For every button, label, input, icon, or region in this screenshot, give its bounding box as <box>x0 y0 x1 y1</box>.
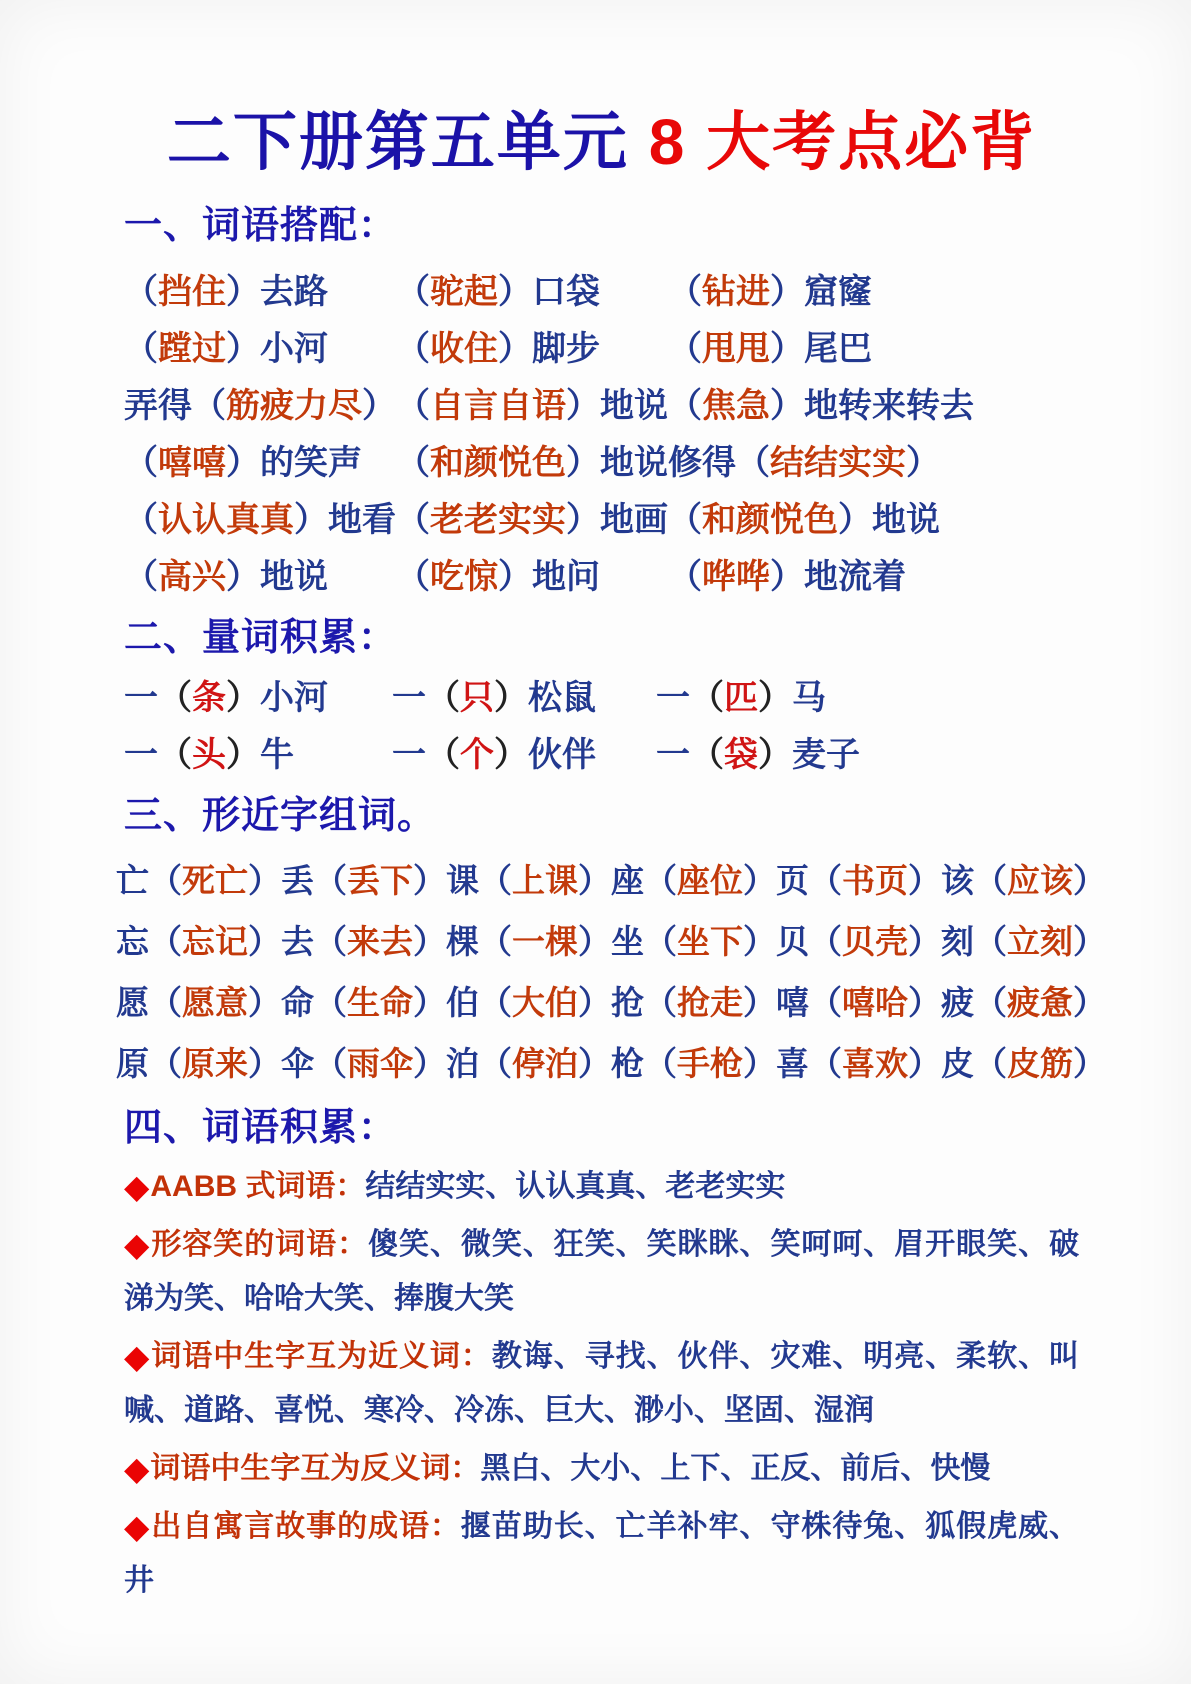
open-paren: （ <box>158 736 192 774</box>
similar-character-item <box>941 1038 1106 1085</box>
formed-word: 雨伞 <box>347 1045 413 1082</box>
close-paren: ） <box>578 1045 611 1082</box>
diamond-icon: ◆ <box>124 1450 150 1487</box>
section2-heading: 二、量词积累： <box>124 617 398 659</box>
open-paren: （ <box>124 330 158 368</box>
base-character: 棵 <box>446 923 479 960</box>
open-paren: （ <box>158 679 192 717</box>
similar-character-item <box>776 855 941 902</box>
similar-character-item <box>116 916 281 963</box>
close-paren: ） <box>908 1045 941 1082</box>
number-one: 一 <box>124 736 158 774</box>
similar-character-item <box>776 1038 941 1085</box>
measure-word-item <box>124 727 392 776</box>
close-paren: ） <box>770 273 804 311</box>
open-paren: （ <box>426 736 460 774</box>
close-paren: ） <box>578 984 611 1021</box>
close-paren: ） <box>566 501 600 539</box>
close-paren: ） <box>758 736 792 774</box>
close-paren: ） <box>226 679 260 717</box>
open-paren: （ <box>809 984 842 1021</box>
suffix-text: 地说 <box>872 501 940 539</box>
similar-character-item <box>611 855 776 902</box>
measure-word-item <box>392 670 656 719</box>
bullet-content: 教诲、寻找、伙伴、灾难、明亮、柔软、叫喊、道路、喜悦、寒冷、冷冻、巨大、渺小、坚固、湿润 <box>124 1340 1080 1427</box>
collocation-item <box>668 264 1079 313</box>
open-paren: （ <box>736 444 770 482</box>
collocation-item <box>124 492 396 541</box>
collocation-item <box>668 321 1079 370</box>
diamond-icon: ◆ <box>124 1168 150 1205</box>
open-paren: （ <box>668 501 702 539</box>
measure-word: 个 <box>460 736 494 774</box>
close-paren: ） <box>248 923 281 960</box>
collocation-item <box>124 264 396 313</box>
measure-word: 头 <box>192 736 226 774</box>
suffix-text: 地问 <box>532 558 600 596</box>
formed-word: 手枪 <box>677 1045 743 1082</box>
number-one: 一 <box>392 736 426 774</box>
open-paren: （ <box>314 1045 347 1082</box>
close-paren: ） <box>743 923 776 960</box>
open-paren: （ <box>479 923 512 960</box>
similar-character-row <box>116 909 1106 970</box>
similar-character-item <box>446 916 611 963</box>
suffix-text: 脚步 <box>532 330 600 368</box>
number-one: 一 <box>124 679 158 717</box>
formed-word: 嘻哈 <box>842 984 908 1021</box>
close-paren: ） <box>226 273 260 311</box>
similar-character-item <box>941 977 1106 1024</box>
suffix-text: 地看 <box>328 501 396 539</box>
open-paren: （ <box>426 679 460 717</box>
measure-word: 匹 <box>724 679 758 717</box>
collocation-item <box>396 492 668 541</box>
close-paren: ） <box>770 558 804 596</box>
prefix-text: 修得 <box>668 444 736 482</box>
bullet-item-aabb <box>124 1160 1079 1214</box>
collocation-row <box>124 488 1079 545</box>
pairing-word: 老老实实 <box>430 501 566 539</box>
noun-text: 马 <box>792 679 826 717</box>
pairing-word: 吃惊 <box>430 558 498 596</box>
base-character: 去 <box>281 923 314 960</box>
bullet-colon: ： <box>450 1452 481 1485</box>
base-character: 页 <box>776 862 809 899</box>
collocation-item <box>396 549 668 598</box>
base-character: 课 <box>446 862 479 899</box>
formed-word: 喜欢 <box>842 1045 908 1082</box>
similar-character-item <box>611 1038 776 1085</box>
close-paren: ） <box>226 558 260 596</box>
close-paren: ） <box>362 387 396 425</box>
open-paren: （ <box>479 862 512 899</box>
similar-character-row <box>116 848 1106 909</box>
collocation-row <box>124 317 1079 374</box>
measure-word-row <box>124 723 1079 780</box>
close-paren: ） <box>413 1045 446 1082</box>
formed-word: 坐下 <box>677 923 743 960</box>
collocation-item <box>124 378 396 427</box>
bullet-item-antonyms <box>124 1442 1079 1496</box>
similar-character-item <box>116 1038 281 1085</box>
close-paren: ） <box>413 862 446 899</box>
noun-text: 牛 <box>260 736 294 774</box>
similar-character-item <box>446 855 611 902</box>
close-paren: ） <box>226 736 260 774</box>
open-paren: （ <box>149 862 182 899</box>
suffix-text: 口袋 <box>532 273 600 311</box>
close-paren: ） <box>498 273 532 311</box>
open-paren: （ <box>668 330 702 368</box>
title-red-text: 8 大考点必背 <box>628 106 1037 178</box>
suffix-text: 地说 <box>600 444 668 482</box>
collocation-rows <box>124 260 1079 602</box>
base-character: 泊 <box>446 1045 479 1082</box>
similar-character-item <box>116 977 281 1024</box>
bullet-item-laugh-words <box>124 1218 1079 1326</box>
open-paren: （ <box>124 273 158 311</box>
suffix-text: 的笑声 <box>260 444 362 482</box>
pairing-word: 钻进 <box>702 273 770 311</box>
open-paren: （ <box>668 387 702 425</box>
base-character: 枪 <box>611 1045 644 1082</box>
bullet-colon: ： <box>335 1170 366 1203</box>
close-paren: ） <box>248 1045 281 1082</box>
base-character: 嘻 <box>776 984 809 1021</box>
open-paren: （ <box>974 862 1007 899</box>
similar-character-item <box>611 977 776 1024</box>
measure-word-row <box>124 666 1079 723</box>
close-paren: ） <box>494 736 528 774</box>
similar-character-item <box>776 916 941 963</box>
collocation-item <box>668 435 1079 484</box>
open-paren: （ <box>690 679 724 717</box>
base-character: 亡 <box>116 862 149 899</box>
noun-text: 小河 <box>260 679 328 717</box>
close-paren: ） <box>1073 1045 1106 1082</box>
open-paren: （ <box>690 736 724 774</box>
close-paren: ） <box>1073 862 1106 899</box>
open-paren: （ <box>668 273 702 311</box>
close-paren: ） <box>838 501 872 539</box>
bullet-colon: ： <box>429 1510 461 1543</box>
open-paren: （ <box>644 862 677 899</box>
open-paren: （ <box>396 273 430 311</box>
similar-character-item <box>611 916 776 963</box>
collocation-item <box>396 321 668 370</box>
base-character: 忘 <box>116 923 149 960</box>
formed-word: 抢走 <box>677 984 743 1021</box>
section1-heading: 一、词语搭配： <box>124 205 398 247</box>
page-title <box>124 0 1079 186</box>
base-character: 疲 <box>941 984 974 1021</box>
base-character: 原 <box>116 1045 149 1082</box>
measure-word-item <box>392 727 656 776</box>
open-paren: （ <box>974 984 1007 1021</box>
open-paren: （ <box>124 501 158 539</box>
pairing-word: 高兴 <box>158 558 226 596</box>
formed-word: 大伯 <box>512 984 578 1021</box>
word-accumulation-list <box>124 1160 1079 1608</box>
similar-character-item <box>941 916 1106 963</box>
open-paren: （ <box>644 923 677 960</box>
open-paren: （ <box>149 923 182 960</box>
collocation-item <box>396 264 668 313</box>
base-character: 丢 <box>281 862 314 899</box>
close-paren: ） <box>770 387 804 425</box>
formed-word: 原来 <box>182 1045 248 1082</box>
pairing-word: 挡住 <box>158 273 226 311</box>
collocation-row <box>124 260 1079 317</box>
base-character: 该 <box>941 862 974 899</box>
similar-character-item <box>281 1038 446 1085</box>
noun-text: 伙伴 <box>528 736 596 774</box>
similar-character-item <box>281 916 446 963</box>
close-paren: ） <box>494 679 528 717</box>
similar-character-rows <box>116 848 1106 1092</box>
pairing-word: 甩甩 <box>702 330 770 368</box>
pairing-word: 收住 <box>430 330 498 368</box>
pairing-word: 和颜悦色 <box>430 444 566 482</box>
similar-character-item <box>941 855 1106 902</box>
base-character: 刻 <box>941 923 974 960</box>
noun-text: 松鼠 <box>528 679 596 717</box>
collocation-item <box>668 492 1079 541</box>
collocation-item <box>124 435 396 484</box>
bullet-content: 傻笑、微笑、狂笑、笑眯眯、笑呵呵、眉开眼笑、破涕为笑、哈哈大笑、捧腹大笑 <box>124 1228 1080 1315</box>
formed-word: 生命 <box>347 984 413 1021</box>
pairing-word: 筋疲力尽 <box>226 387 362 425</box>
section4-heading: 四、词语积累： <box>124 1107 398 1149</box>
collocation-item <box>396 378 668 427</box>
measure-word-item <box>656 727 1079 776</box>
suffix-text: 地说 <box>600 387 668 425</box>
section3-heading: 三、形近字组词。 <box>124 795 437 837</box>
base-character: 命 <box>281 984 314 1021</box>
open-paren: （ <box>314 862 347 899</box>
collocation-item <box>668 378 1079 427</box>
diamond-icon: ◆ <box>124 1338 151 1375</box>
collocation-row <box>124 431 1079 488</box>
similar-character-item <box>776 977 941 1024</box>
formed-word: 忘记 <box>182 923 248 960</box>
close-paren: ） <box>248 862 281 899</box>
similar-character-item <box>446 1038 611 1085</box>
close-paren: ） <box>578 923 611 960</box>
close-paren: ） <box>743 984 776 1021</box>
base-character: 喜 <box>776 1045 809 1082</box>
open-paren: （ <box>124 558 158 596</box>
formed-word: 应该 <box>1007 862 1073 899</box>
formed-word: 皮筋 <box>1007 1045 1073 1082</box>
close-paren: ） <box>906 444 940 482</box>
collocation-item <box>396 435 668 484</box>
formed-word: 贝壳 <box>842 923 908 960</box>
open-paren: （ <box>396 330 430 368</box>
formed-word: 来去 <box>347 923 413 960</box>
base-character: 皮 <box>941 1045 974 1082</box>
open-paren: （ <box>396 387 430 425</box>
close-paren: ） <box>248 984 281 1021</box>
close-paren: ） <box>743 1045 776 1082</box>
similar-character-item <box>116 855 281 902</box>
pairing-word: 哗哗 <box>702 558 770 596</box>
noun-text: 麦子 <box>792 736 860 774</box>
collocation-row <box>124 374 1079 431</box>
close-paren: ） <box>226 330 260 368</box>
open-paren: （ <box>974 1045 1007 1082</box>
close-paren: ） <box>413 923 446 960</box>
measure-word: 条 <box>192 679 226 717</box>
base-character: 愿 <box>116 984 149 1021</box>
open-paren: （ <box>314 923 347 960</box>
formed-word: 座位 <box>677 862 743 899</box>
formed-word: 立刻 <box>1007 923 1073 960</box>
suffix-text: 地画 <box>600 501 668 539</box>
suffix-text: 窟窿 <box>804 273 872 311</box>
bullet-colon: ： <box>337 1228 369 1261</box>
bullet-colon: ： <box>460 1340 492 1373</box>
open-paren: （ <box>314 984 347 1021</box>
open-paren: （ <box>644 1045 677 1082</box>
bullet-content: 揠苗助长、亡羊补牢、守株待兔、狐假虎威、井 <box>124 1510 1080 1597</box>
suffix-text: 去路 <box>260 273 328 311</box>
open-paren: （ <box>479 1045 512 1082</box>
open-paren: （ <box>396 501 430 539</box>
open-paren: （ <box>192 387 226 425</box>
close-paren: ） <box>498 330 532 368</box>
bullet-label: AABB 式词语 <box>150 1170 336 1203</box>
formed-word: 一棵 <box>512 923 578 960</box>
open-paren: （ <box>479 984 512 1021</box>
close-paren: ） <box>413 984 446 1021</box>
measure-word-item <box>124 670 392 719</box>
formed-word: 上课 <box>512 862 578 899</box>
open-paren: （ <box>149 1045 182 1082</box>
base-character: 座 <box>611 862 644 899</box>
suffix-text: 小河 <box>260 330 328 368</box>
bullet-label: 形容笑的词语 <box>151 1228 338 1261</box>
suffix-text: 尾巴 <box>804 330 872 368</box>
close-paren: ） <box>908 923 941 960</box>
pairing-word: 自言自语 <box>430 387 566 425</box>
pairing-word: 蹚过 <box>158 330 226 368</box>
bullet-content: 黑白、大小、上下、正反、前后、快慢 <box>480 1452 991 1485</box>
base-character: 伞 <box>281 1045 314 1082</box>
close-paren: ） <box>908 862 941 899</box>
diamond-icon: ◆ <box>124 1226 151 1263</box>
close-paren: ） <box>1073 923 1106 960</box>
collocation-item <box>668 549 1079 598</box>
close-paren: ） <box>226 444 260 482</box>
similar-character-row <box>116 970 1106 1031</box>
close-paren: ） <box>743 862 776 899</box>
open-paren: （ <box>396 444 430 482</box>
formed-word: 疲惫 <box>1007 984 1073 1021</box>
close-paren: ） <box>908 984 941 1021</box>
close-paren: ） <box>498 558 532 596</box>
measure-word-item <box>656 670 1079 719</box>
prefix-text: 弄得 <box>124 387 192 425</box>
close-paren: ） <box>566 444 600 482</box>
pairing-word: 和颜悦色 <box>702 501 838 539</box>
base-character: 贝 <box>776 923 809 960</box>
measure-word: 只 <box>460 679 494 717</box>
bullet-item-synonyms <box>124 1330 1079 1438</box>
collocation-row <box>124 545 1079 602</box>
bullet-label: 出自寓言故事的成语 <box>151 1510 430 1543</box>
formed-word: 书页 <box>842 862 908 899</box>
open-paren: （ <box>644 984 677 1021</box>
suffix-text: 地说 <box>260 558 328 596</box>
close-paren: ） <box>770 330 804 368</box>
pairing-word: 嘻嘻 <box>158 444 226 482</box>
bullet-content: 结结实实、认认真真、老老实实 <box>365 1170 786 1203</box>
measure-word-rows <box>124 666 1079 780</box>
number-one: 一 <box>656 679 690 717</box>
formed-word: 停泊 <box>512 1045 578 1082</box>
suffix-text: 地转来转去 <box>804 387 974 425</box>
open-paren: （ <box>809 923 842 960</box>
close-paren: ） <box>294 501 328 539</box>
formed-word: 丢下 <box>347 862 413 899</box>
similar-character-row <box>116 1031 1106 1092</box>
open-paren: （ <box>396 558 430 596</box>
open-paren: （ <box>809 1045 842 1082</box>
title-blue-text: 二下册第五单元 <box>166 106 629 178</box>
pairing-word: 驼起 <box>430 273 498 311</box>
close-paren: ） <box>566 387 600 425</box>
base-character: 抢 <box>611 984 644 1021</box>
bullet-item-fable-idioms <box>124 1500 1079 1608</box>
open-paren: （ <box>149 984 182 1021</box>
suffix-text: 地流着 <box>804 558 906 596</box>
base-character: 坐 <box>611 923 644 960</box>
open-paren: （ <box>124 444 158 482</box>
diamond-icon: ◆ <box>124 1508 151 1545</box>
bullet-label: 词语中生字互为反义词 <box>150 1452 451 1485</box>
similar-character-item <box>446 977 611 1024</box>
close-paren: ） <box>1073 984 1106 1021</box>
number-one: 一 <box>656 736 690 774</box>
number-one: 一 <box>392 679 426 717</box>
open-paren: （ <box>809 862 842 899</box>
similar-character-item <box>281 977 446 1024</box>
pairing-word: 结结实实 <box>770 444 906 482</box>
close-paren: ） <box>758 679 792 717</box>
formed-word: 死亡 <box>182 862 248 899</box>
bullet-label: 词语中生字互为近义词 <box>151 1340 461 1373</box>
formed-word: 愿意 <box>182 984 248 1021</box>
base-character: 伯 <box>446 984 479 1021</box>
open-paren: （ <box>668 558 702 596</box>
similar-character-item <box>281 855 446 902</box>
pairing-word: 认认真真 <box>158 501 294 539</box>
pairing-word: 焦急 <box>702 387 770 425</box>
close-paren: ） <box>578 862 611 899</box>
collocation-item <box>124 321 396 370</box>
collocation-item <box>124 549 396 598</box>
measure-word: 袋 <box>724 736 758 774</box>
open-paren: （ <box>974 923 1007 960</box>
